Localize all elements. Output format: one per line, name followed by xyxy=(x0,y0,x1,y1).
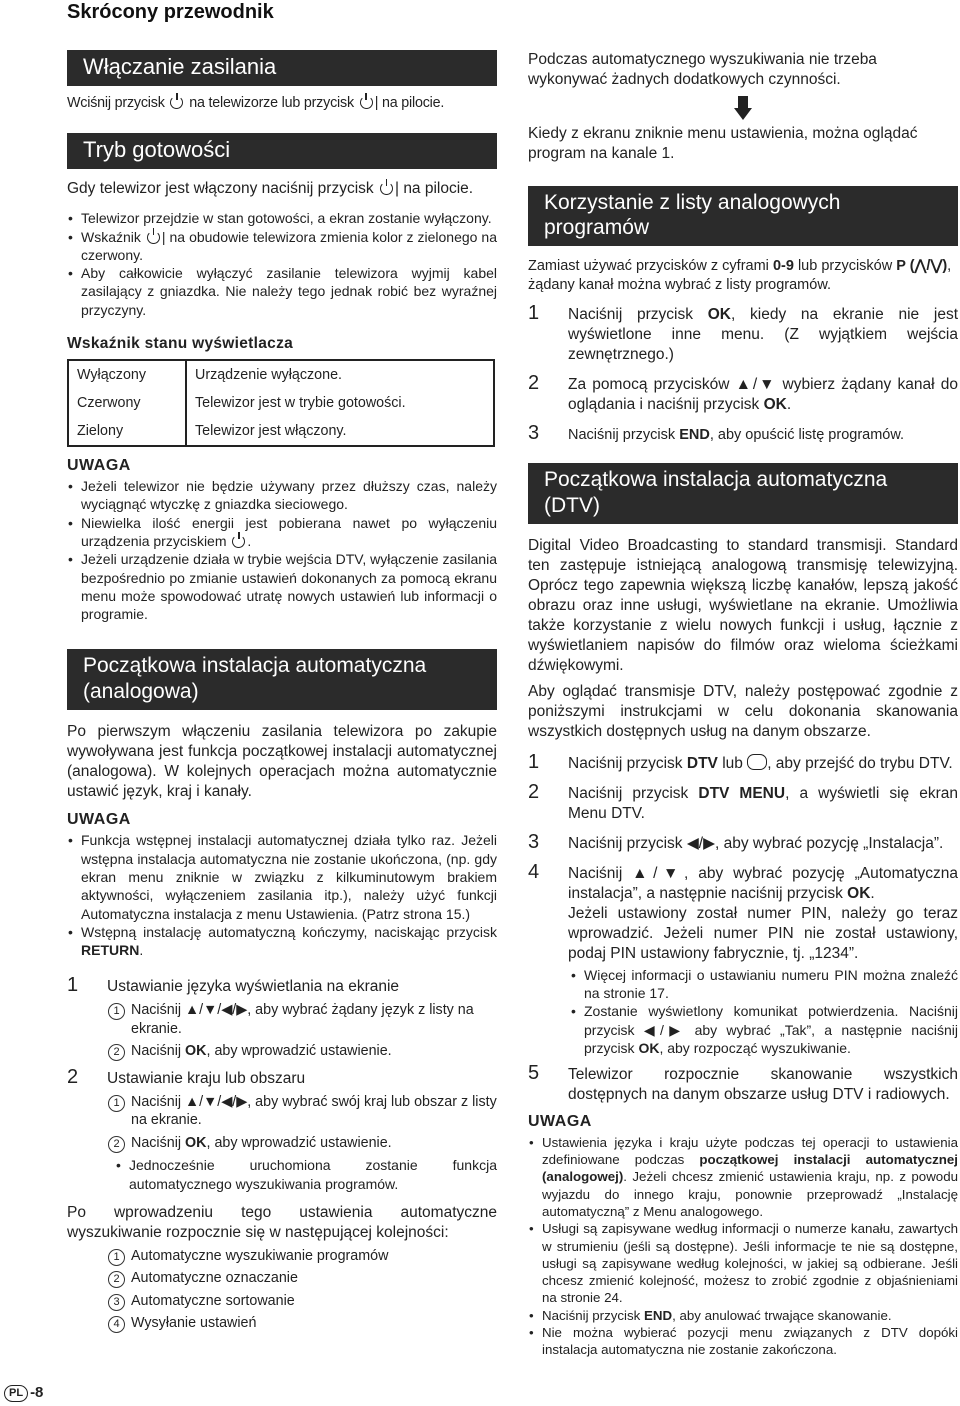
note-heading: UWAGA xyxy=(67,456,131,474)
sequence-item: 1 Automatyczne wyszukiwanie programów xyxy=(107,1247,497,1266)
list-item: • Wstępną instalację automatyczną kończymy, naciskając przycisk RETURN. xyxy=(67,923,497,960)
dtv-step-2: 2 Naciśnij przycisk DTV MENU, a wyświetli się ekran Menu DTV. xyxy=(528,780,958,822)
arrow-down-icon xyxy=(734,96,752,120)
sequence-item: 3 Automatyczne sortowanie xyxy=(107,1292,497,1311)
list-item: • Nie można wybierać pozycji menu związanych z DTV dopóki instalacja automatyczna nie zostanie zakończona. xyxy=(528,1324,958,1359)
sub-step: 1 Naciśnij ▲/▼/◀/▶, aby wybrać żądany język z listy na ekranie. xyxy=(107,1001,497,1038)
list-item: • Niewielka ilość energii jest pobierana nawet po wyłączeniu urządzenia przyciskiem . xyxy=(67,514,497,551)
page-number: PL -8 xyxy=(4,1384,43,1402)
indicator-table-title: Wskaźnik stanu wyświetlacza xyxy=(67,335,294,353)
power-icon xyxy=(380,182,393,195)
after-setup-info: Kiedy z ekranu zniknie menu ustawienia, można oglądać program na kanale 1. xyxy=(528,125,918,162)
list-step-2: 2 Za pomocą przycisków ▲/▼ wybierz żądany kanał do oglądania i naciśnij przycisk OK. xyxy=(528,372,958,414)
right-column xyxy=(528,50,958,1359)
language-badge: PL xyxy=(4,1385,28,1402)
table-row: Zielony Telewizor jest włączony. xyxy=(68,417,494,446)
sub-step: 1 Naciśnij ▲/▼/◀/▶, aby wybrać swój kraj lub obszar z listy na ekranie. xyxy=(107,1093,497,1130)
install-notes xyxy=(67,831,497,959)
list-step-1: 1 Naciśnij przycisk OK, kiedy na ekranie nie jest wyświetlone inne menu. (Z wyjątkiem wejścia zewnętrznego.) xyxy=(528,302,958,364)
standby-text: Gdy telewizor jest włączony naciśnij przycisk | na pilocie. xyxy=(67,180,474,198)
standby-notes xyxy=(67,477,497,623)
power-icon xyxy=(170,96,183,109)
list-item: • Aby całkowicie wyłączyć zasilanie telewizora wyjmij kabel zasilający z gniazdka. Nie należy tego jednak robić bez wyraźnej przyczyny. xyxy=(67,264,497,319)
list-item: • Zostanie wyświetlony komunikat potwierdzenia. Naciśnij przycisk ◀/▶ aby wybrać „Tak”, a następnie naciśnij przycisk OK, aby rozpocząć wyszukiwanie. xyxy=(570,1002,958,1057)
list-item: • Jeżeli urządzenie działa w trybie wejścia DTV, wyłączenie zasilania bezpośrednio po zmianie ustawień dokonanych za pomocą ekranu menu może spowodować utratę nowych ustawień lub informacji o programie. xyxy=(67,550,497,623)
table-row: Wyłączony Urządzenie wyłączone. xyxy=(68,360,494,389)
dtv-intro-1: Digital Video Broadcasting to standard transmisji. Standard ten zastępuje istniejącą analogową transmisję telewizyjną. Oprócz tego zapewnia większą liczbę kanałów, lepszą jakość obrazu oraz inne usługi, wyświetlane na ekranie. Umożliwia także korzystanie z wielu nowych funkcji i usług, łącznie z wyświetlaniem napisów do filmów oraz wieloma ścieżkami dźwiękowymi. xyxy=(528,536,958,674)
list-item: • Jednocześnie uruchomiona zostanie funkcja automatycznego wyszukiwania programów. xyxy=(115,1156,497,1193)
dtv-intro-2: Aby oglądać transmisje DTV, należy postępować zgodnie z poniższymi instrukcjami w celu dokonania skanowania wszystkich dostępnych usług na danym obszarze. xyxy=(528,682,958,740)
dtv-notes xyxy=(528,1134,958,1359)
list-item: • Telewizor przejdzie w stan gotowości, a ekran zostanie wyłączony. xyxy=(67,209,497,227)
list-item: • Jeżeli telewizor nie będzie używany przez dłuższy czas, należy wyciągnąć wtyczkę z gniazdka sieciowego. xyxy=(67,477,497,514)
install-step-2: 2 Ustawianie kraju lub obszaru 1 Naciśnij ▲/▼/◀/▶, aby wybrać swój kraj lub obszar z listy na ekranie. 2 Naciśnij OK, aby wprowadzić ustawienie. • Jednocześnie uruchomiona zostanie funkcja automatycznego wyszukiwania programów. xyxy=(67,1069,497,1193)
dtv-step-5: 5 Telewizor rozpocznie skanowanie wszystkich dostępnych na danym obszarze usług DTV i radiowych. xyxy=(528,1062,958,1104)
standby-bullets xyxy=(67,209,497,319)
program-list-intro: Zamiast używać przycisków z cyframi 0-9 lub przycisków P (⋀/⋁), żądany kanał można wybrać z listy programów. xyxy=(528,258,952,294)
list-item: • Funkcja wstępnej instalacji automatycznej działa tylko raz. Jeżeli wstępna instalacja automatyczna nie zostanie ukończona, (np. gdy ekran menu zniknie w związku z kilkuminutowym brakiem aktywności, wyłączeniem zasilania itp.), należy użyć funkcji Automatyczna instalacja z menu Ustawienia. (Patrz strona 15.) xyxy=(67,831,497,922)
heading-initial-install-analog: Początkowa instalacja automatyczna (analogowa) xyxy=(67,649,497,709)
power-icon xyxy=(147,231,160,244)
table-row: Czerwony Telewizor jest w trybie gotowości. xyxy=(68,389,494,417)
list-item: • Naciśnij przycisk END, aby anulować trwające skanowanie. xyxy=(528,1307,958,1324)
power-icon xyxy=(360,96,373,109)
list-item: • Ustawienia języka i kraju użyte podczas tej operacji to ustawienia zdefiniowane podczas początkowej instalacji automatycznej (analogowej). Jeżeli chcesz zmienić ustawienia kraju, np. z powodu wyjazdu do innego kraju, ponownie przeprowadź „Instalację automatyczną” z Menu analogowego. xyxy=(528,1134,958,1220)
dtv-step-3: 3 Naciśnij przycisk ◀/▶, aby wybrać pozycję „Instalacja”. xyxy=(528,830,944,853)
list-step-3: 3 Naciśnij przycisk END, aby opuścić listę programów. xyxy=(528,422,905,445)
input-source-icon xyxy=(747,754,767,770)
left-column xyxy=(67,50,497,1333)
sequence-item: 4 Wysyłanie ustawień xyxy=(107,1314,497,1333)
sequence-intro: Po wprowadzeniu tego ustawienia automatyczne wyszukiwanie rozpocznie się w następującej kolejności: xyxy=(67,1203,497,1241)
heading-analog-program-list: Korzystanie z listy analogowych programów xyxy=(528,186,958,246)
sub-step: 2 Naciśnij OK, aby wprowadzić ustawienie. xyxy=(107,1134,497,1153)
indicator-table xyxy=(67,359,495,447)
power-on-text: Wciśnij przycisk na telewizorze lub przycisk | na pilocie. xyxy=(67,95,445,112)
heading-initial-install-dtv: Początkowa instalacja automatyczna (DTV) xyxy=(528,463,958,523)
list-item: • Wskaźnik | na obudowie telewizora zmienia kolor z zielonego na czerwony. xyxy=(67,228,497,265)
list-item: • Więcej informacji o ustawianiu numeru PIN można znaleźć na stronie 17. xyxy=(570,966,958,1003)
dtv-step-4: 4 Naciśnij ▲/▼, aby wybrać pozycję „Automatyczna instalacja”, a następnie naciśnij przycisk OK. Jeżeli ustawiony został numer PIN, należy go teraz wprowadzić. Jeżeli numer PIN nie został ustawiony, podaj PIN ustawiony fabrycznie, tj. „1234”. • Więcej informacji o ustawianiu numeru PIN można znaleźć na stronie 17. • Zostanie wyświetlony komunikat potwierdzenia. Naciśnij przycisk ◀/▶ aby wybrać „Tak”, a następnie naciśnij przycisk OK, aby rozpocząć wyszukiwanie. xyxy=(528,864,958,1057)
note-heading: UWAGA xyxy=(528,1113,592,1131)
heading-standby: Tryb gotowości xyxy=(67,133,497,169)
sequence-item: 2 Automatyczne oznaczanie xyxy=(107,1269,497,1288)
power-icon xyxy=(232,535,245,548)
dtv-step-1: 1 Naciśnij przycisk DTV lub , aby przejść do trybu DTV. xyxy=(528,750,953,773)
install-intro: Po pierwszym włączeniu zasilania telewizora po zakupie wywoływana jest funkcja początkowej instalacji automatycznej (analogowa). W kolejnych operacjach można automatycznie ustawić język, kraj i kanały. xyxy=(67,722,497,800)
note-heading: UWAGA xyxy=(67,810,131,828)
list-item: • Usługi są zapisywane według informacji o numerze kanału, zawartych w strumieniu (jeśli są dostępne). Jeśli informacje te nie są dostępne, usługi są zapisywane według kolejności, w jakiej są odbierane. Jeśli chcesz zmienić kolejność, możesz to zrobić zgodnie z objaśnieniami na stronie 24. xyxy=(528,1220,958,1306)
search-info: Podczas automatycznego wyszukiwania nie trzeba wykonywać żadnych dodatkowych czynności. xyxy=(528,51,877,88)
page-title: Skrócony przewodnik xyxy=(67,1,274,23)
sub-step: 2 Naciśnij OK, aby wprowadzić ustawienie. xyxy=(107,1042,497,1061)
heading-power-on: Włączanie zasilania xyxy=(67,50,497,86)
install-step-1: 1 Ustawianie języka wyświetlania na ekranie 1 Naciśnij ▲/▼/◀/▶, aby wybrać żądany język z listy na ekranie. 2 Naciśnij OK, aby wprowadzić ustawienie. xyxy=(67,977,497,1061)
